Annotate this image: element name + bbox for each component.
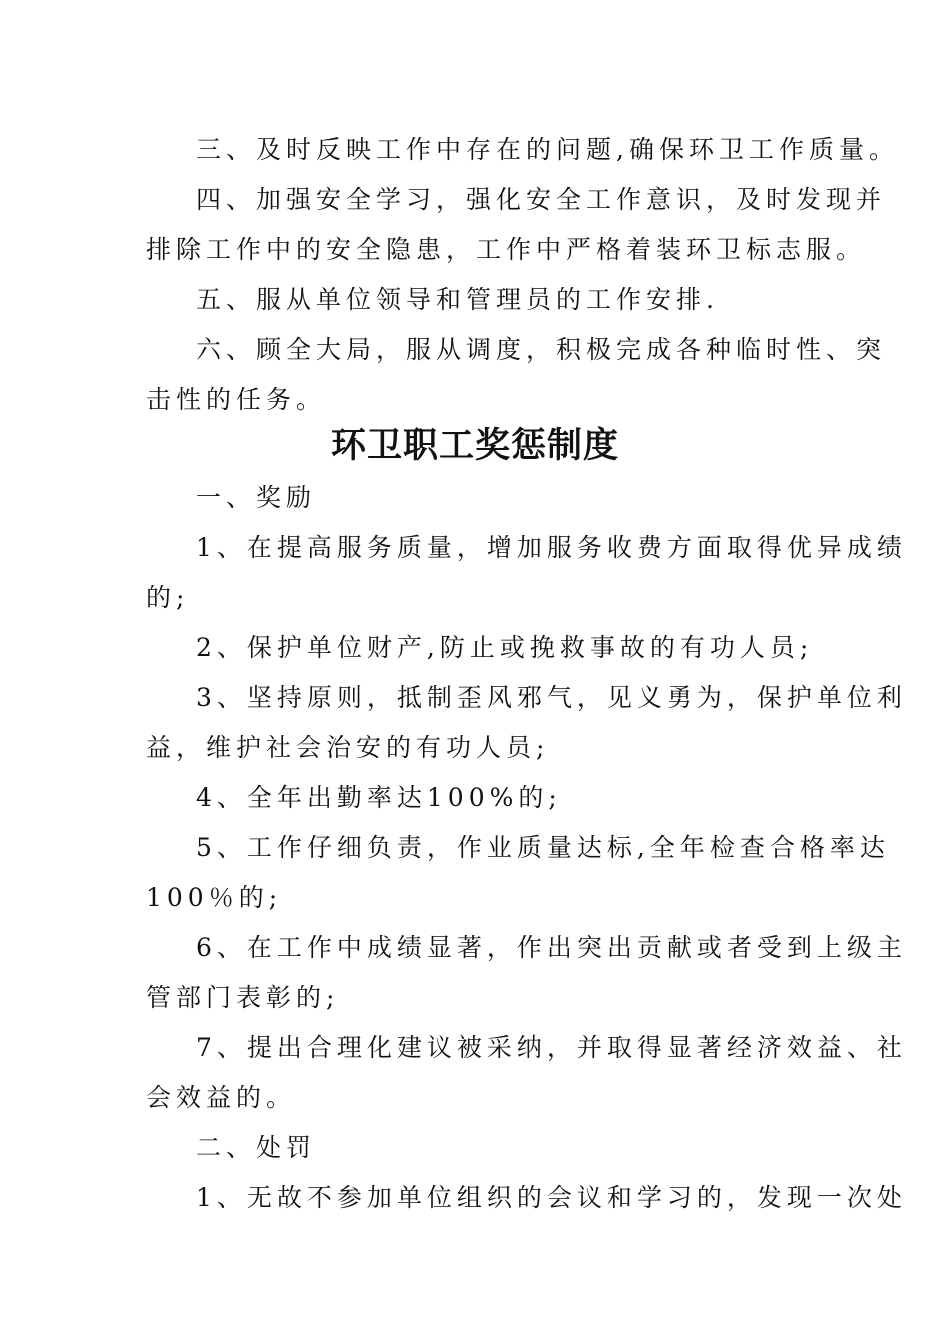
section-title: 环卫职工奖惩制度: [330, 426, 619, 466]
reward-item-5-continued: 100％的;: [146, 883, 283, 912]
paragraph-item-4: 四、加强安全学习，强化安全工作意识，及时发现并: [196, 185, 887, 214]
paragraph-item-3: 三、及时反映工作中存在的问题,确保环卫工作质量。: [196, 135, 899, 164]
reward-item-1: 1、在提高服务质量，增加服务收费方面取得优异成绩: [196, 533, 907, 562]
reward-item-3-continued: 益，维护社会治安的有功人员;: [146, 733, 550, 762]
reward-item-2: 2、保护单位财产,防止或挽救事故的有功人员;: [196, 633, 814, 662]
reward-item-4: 4、全年出勤率达100%的;: [196, 783, 562, 812]
paragraph-item-5: 五、服从单位领导和管理员的工作安排.: [196, 285, 719, 314]
reward-item-5: 5、工作仔细负责，作业质量达标,全年检查合格率达: [196, 833, 890, 862]
paragraph-item-6: 六、顾全大局，服从调度，积极完成各种临时性、突: [196, 335, 887, 364]
reward-item-6: 6、在工作中成绩显著，作出突出贡献或者受到上级主: [196, 933, 907, 962]
penalty-item-1: 1、无故不参加单位组织的会议和学习的，发现一次处: [196, 1183, 907, 1212]
reward-item-3: 3、坚持原则，抵制歪风邪气，见义勇为，保护单位利: [196, 683, 907, 712]
reward-item-1-continued: 的;: [146, 583, 190, 612]
reward-item-6-continued: 管部门表彰的;: [146, 983, 340, 1012]
section-heading-rewards: 一、奖励: [196, 483, 317, 512]
section-heading-penalties: 二、处罚: [196, 1133, 317, 1162]
paragraph-item-4-continued: 排除工作中的安全隐患，工作中严格着装环卫标志服。: [146, 235, 867, 264]
reward-item-7: 7、提出合理化建议被采纳，并取得显著经济效益、社: [196, 1033, 907, 1062]
reward-item-7-continued: 会效益的。: [146, 1083, 297, 1112]
paragraph-item-6-continued: 击性的任务。: [146, 385, 327, 414]
